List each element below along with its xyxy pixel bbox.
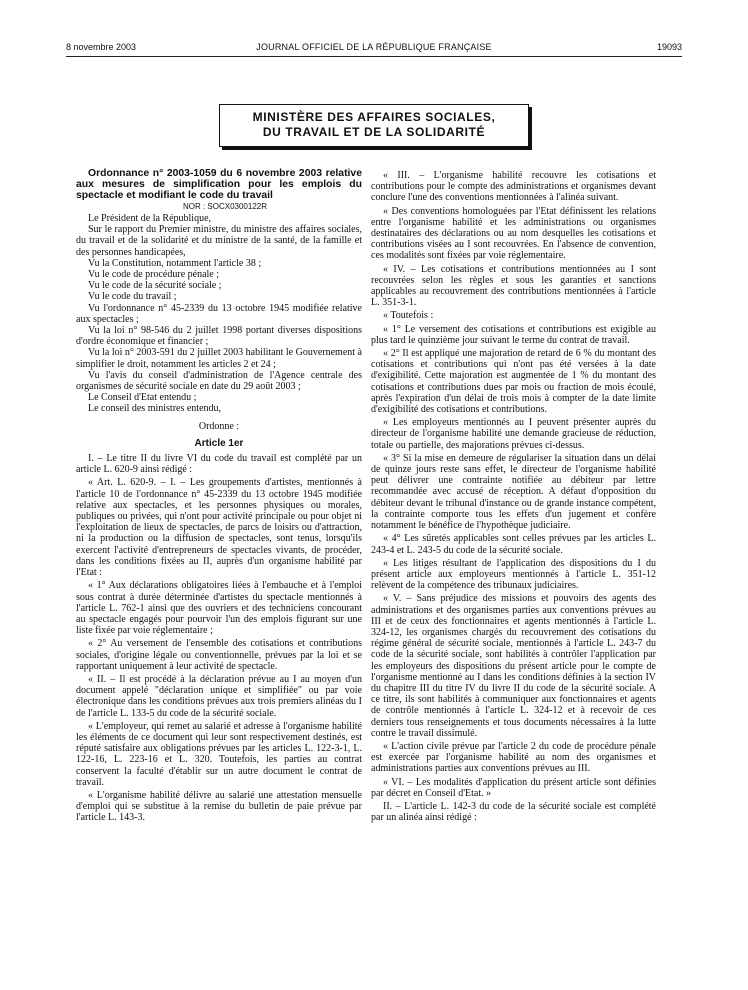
article-paragraph: « Les employeurs mentionnés au I peuvent présenter auprès du directeur de l'organisme habilité une demande gracieuse de réduction, totale ou partielle, des majorations prévues ci-dessus.: [371, 417, 656, 451]
article-paragraph: « 2° Il est appliqué une majoration de retard de 6 % du montant des cotisations et contributions qui n'ont pas été versées à la date d'exigibilité. Cette majoration est augmentée de 1 % du montant des cotisations et contributions dues par mois ou fraction de mois écoulé, après l'expiration d'un délai de trois mois à compter de la date limite d'exigibilité des cotisations et contributions.: [371, 348, 656, 416]
preamble-paragraph: Vu l'avis du conseil d'administration de l'Agence centrale des organismes de sécurité sociale en date du 29 août 2003 ;: [76, 369, 362, 393]
article-paragraph: « IV. – Les cotisations et contributions mentionnées au I sont recouvrées selon les règles et sous les garanties et sanctions applicables au recouvrement des contributions mentionnées à l'article L. 351-3-1.: [371, 263, 656, 309]
article-paragraph: « III. – L'organisme habilité recouvre les cotisations et contributions pour le compte des administrations et organismes devant conclure l'une des conventions mentionnées à l'alinéa suivant.: [371, 170, 656, 204]
header-journal-title: JOURNAL OFFICIEL DE LA RÉPUBLIQUE FRANÇAISE: [256, 42, 492, 52]
article-paragraph: « L'employeur, qui remet au salarié et adresse à l'organisme habilité les éléments de ce document qui leur sont respectivement destinés, est réputé satisfaire aux obligations prévues par les articles L. 122-3-1, L. 122-16, L. 223-16 et L. 320. Toutefois, les parties au contrat conservent la faculté d'établir sur un autre document le contrat de travail.: [76, 720, 362, 788]
preamble-paragraph: Sur le rapport du Premier ministre, du ministre des affaires sociales, du travail et de la solidarité et du ministre de la santé, de la famille et des personnes handicapées,: [76, 224, 362, 258]
preamble-paragraph: Vu le code de la sécurité sociale ;: [88, 280, 222, 292]
ministry-line-2: DU TRAVAIL ET DE LA SOLIDARITÉ: [262, 125, 486, 139]
preamble: [76, 213, 362, 415]
article-paragraph: « 1° Aux déclarations obligatoires liées à l'embauche et à l'emploi sous contrat à durée déterminée d'artistes du spectacle mentionnés à l'article L. 762-1 ainsi que des ouvriers et des techniciens concourant au spectacle engagés pour pourvoir l'un des emplois figurant sur une liste fixée par voie réglementaire ;: [76, 580, 362, 637]
article-paragraph: II. – L'article L. 142-3 du code de la sécurité sociale est complété par un alinéa ainsi rédigé :: [371, 800, 656, 824]
article-paragraph: « Art. L. 620-9. – I. – Les groupements d'artistes, mentionnés à l'article 10 de l'ordonnance n° 45-2339 du 13 octobre 1945 modifiée relative aux spectacles, et les personnes physiques ou morales, publiques ou privées, qui n'ont pour activité principale ou pour objet ni l'exploitation de lieux de spectacles, de parcs de loisirs ou d'attraction, ni la production ou la diffusion de spectacles, sont tenus, lorsqu'ils exercent l'activité d'entrepreneurs de spectacles vivants, de procéder, dans les conditions fixées au II, auprès d'un organisme habilité par l'Etat :: [76, 477, 362, 579]
preamble-paragraph: Vu la Constitution, notamment l'article 38 ;: [88, 257, 262, 269]
article-paragraph: « L'action civile prévue par l'article 2 du code de procédure pénale est exercée par l'organisme habilité au nom des organismes et administrations parties aux conventions prévues au III.: [371, 740, 656, 775]
preamble-paragraph: Vu la loi n° 98-546 du 2 juillet 1998 portant diverses dispositions d'ordre économique et financier ;: [76, 325, 362, 348]
preamble-paragraph: Vu la loi n° 2003-591 du 2 juillet 2003 habilitant le Gouvernement à simplifier le droit, notamment les articles 2 et 24 ;: [76, 347, 362, 370]
ordonne-line: Ordonne :: [198, 420, 240, 432]
left-column: [76, 168, 362, 824]
article-paragraph: « Les litiges résultant de l'application des dispositions du I du présent article aux employeurs mentionnés à l'article L. 351-12 relèvent de la compétence des tribunaux judiciaires.: [371, 557, 656, 592]
article-paragraph: « 1° Le versement des cotisations et contributions est exigible au plus tard le quinzième jour suivant le terme du contrat de travail.: [371, 323, 656, 346]
ministry-line-1: MINISTÈRE DES AFFAIRES SOCIALES,: [252, 110, 496, 124]
preamble-paragraph: Vu le code du travail ;: [88, 291, 177, 303]
ministry-box: [219, 104, 529, 147]
header-date: 8 novembre 2003: [66, 42, 137, 52]
article-paragraph: « 3° Si la mise en demeure de régulariser la situation dans un délai de quinze jours reste sans effet, le directeur de l'organisme habilité peut délivrer une contrainte notifiée au débiteur par lettre recommandée avec accusé de réception. A défaut d'opposition du débiteur devant le tribunal d'instance ou de grande instance compétent, la contrainte comporte tous les effets d'un jugement et confère notamment le bénéfice de l'hypothèque judiciaire.: [371, 452, 656, 532]
article-body-left: [76, 453, 362, 824]
preamble-paragraph: Vu le code de procédure pénale ;: [88, 269, 220, 281]
article-paragraph: I. – Le titre II du livre VI du code du travail est complété par un article L. 620-9 ainsi rédigé :: [76, 453, 362, 476]
right-column: [371, 168, 656, 823]
article-paragraph: « Des conventions homologuées par l'Etat définissent les relations entre l'organisme habilité et les administrations ou organismes destinataires des déclarations ou au nom desquelles les cotisations et contributions visées au I sont recouvrées. En l'absence de convention, ces modalités sont fixées par voie réglementaire.: [371, 205, 656, 262]
preamble-paragraph: Le conseil des ministres entendu,: [88, 403, 222, 415]
preamble-paragraph: Vu l'ordonnance n° 45-2339 du 13 octobre 1945 modifiée relative aux spectacles ;: [76, 302, 362, 325]
article-paragraph: « L'organisme habilité délivre au salarié une attestation mensuelle d'emploi qui se substitue à la remise du bulletin de paie prévue par l'article L. 143-3.: [76, 789, 362, 824]
article-heading: Article 1er: [194, 437, 244, 449]
ordonnance-title: Ordonnance n° 2003-1059 du 6 novembre 2003 relative aux mesures de simplification pour les emplois du spectacle et modifiant le code du travail: [76, 168, 362, 201]
article-paragraph: « Toutefois :: [383, 310, 434, 322]
nor-reference: NOR : SOCX0300122R: [182, 202, 268, 211]
running-header: [66, 40, 682, 54]
article-paragraph: « 4° Les sûretés applicables sont celles prévues par les articles L. 243-4 et L. 243-5 du code de la sécurité sociale.: [371, 533, 656, 556]
header-rule: [66, 56, 682, 57]
header-page-number: 19093: [656, 42, 682, 52]
preamble-paragraph: Le Conseil d'Etat entendu ;: [88, 392, 197, 404]
article-paragraph: « 2° Au versement de l'ensemble des cotisations et contributions sociales, d'origine légale ou conventionnelle, prévues par la loi et se rapportant uniquement à leur activité de spectacle.: [76, 638, 362, 672]
preamble-paragraph: Le Président de la République,: [88, 213, 212, 224]
article-paragraph: « V. – Sans préjudice des missions et pouvoirs des agents des administrations et des organismes parties aux conventions prévues au III et de ceux des fonctionnaires et agents mentionnés à l'article L. 324-12, les organismes chargés du recouvrement des cotisations du régime général de sécurité sociale, mentionnés à l'article L. 243-7 du code de la sécurité sociale, sont habilités à contrôler l'application par les employeurs des dispositions du présent article pour le compte de l'organisme mentionné au I dans les conditions définies à la section IV du chapitre III du titre IV du livre II du code de la sécurité sociale. A ce titre, ils sont habilités à communiquer aux fonctionnaires et agents de contrôle mentionnés à l'article L. 324-12 et à recevoir de ces derniers tous renseignements et tous documents nécessaires à la lutte contre le travail dissimulé.: [371, 593, 656, 739]
article-paragraph: « II. – Il est procédé à la déclaration prévue au I au moyen d'un document appelé "déclaration unique et simplifiée" ou par voie électronique dans les conditions prévues aux trois premiers alinéas du I de l'article L. 133-5 du code de la sécurité sociale.: [76, 673, 362, 719]
article-paragraph: « VI. – Les modalités d'application du présent article sont définies par décret en Conseil d'Etat. »: [371, 776, 656, 799]
